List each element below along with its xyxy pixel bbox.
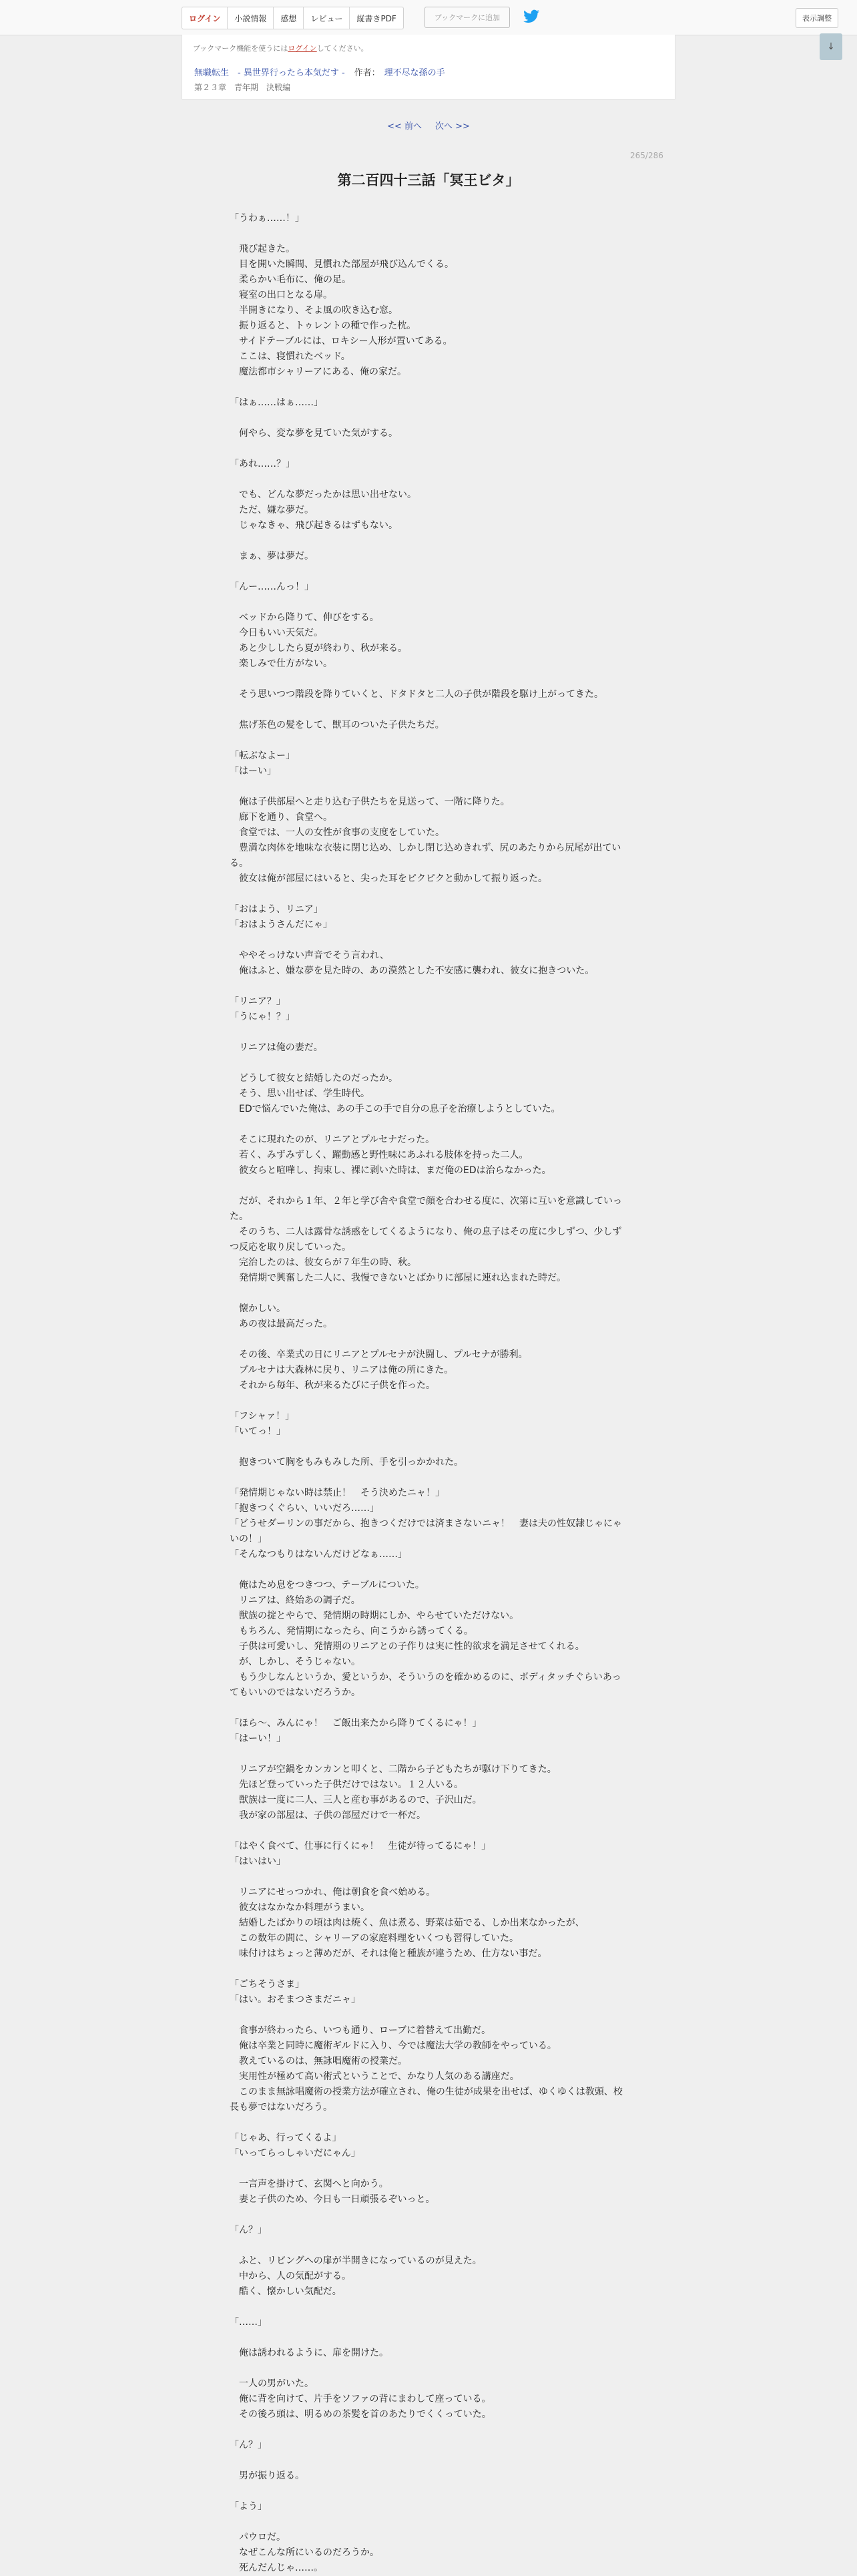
prev-page-link[interactable]: << 前へ xyxy=(387,122,422,132)
text-line: ただ、嫌な夢だ。 xyxy=(230,505,314,515)
nav-login[interactable]: ログイン xyxy=(182,7,228,29)
blank-line xyxy=(230,1056,627,1071)
blank-line xyxy=(230,2361,627,2376)
episode-title: 第二百四十三話「冥王ビタ」 xyxy=(337,172,520,188)
blank-line xyxy=(230,887,627,902)
text-line: 味付けはちょっと薄めだが、それは俺と種族が違うため、仕方ない事だ。 xyxy=(230,1948,547,1959)
text-line: 「ん？」 xyxy=(230,2225,267,2235)
text-line: 飛び起きた。 xyxy=(230,244,295,254)
blank-line xyxy=(230,1393,627,1409)
text-line: あの夜は最高だった。 xyxy=(230,1319,332,1329)
blank-line xyxy=(230,2330,627,2346)
text-line: 教えているのは、無詠唱魔術の授業だ。 xyxy=(230,2056,407,2067)
text-line: 楽しみで仕方がない。 xyxy=(230,658,332,669)
text-line: 実用性が極めて高い術式ということで、かなり人気のある講座だ。 xyxy=(230,2071,519,2082)
blank-line xyxy=(230,1701,627,1716)
blank-line xyxy=(230,1470,627,1486)
blank-line xyxy=(230,2207,627,2223)
text-line: 妻と子供のため、今日も一日頑張るぞいっと。 xyxy=(230,2194,435,2205)
blank-line xyxy=(230,933,627,948)
blank-line xyxy=(230,441,627,457)
text-line: だが、それから１年、２年と学び舎や食堂で顔を合わせる度に、次第に互いを意識していった。 xyxy=(230,1196,622,1222)
pager xyxy=(0,119,857,132)
blank-line xyxy=(230,2515,627,2530)
text-line: 振り返ると、トゥレントの種で作った枕。 xyxy=(230,320,416,331)
text-line: 「おはようさんだにゃ」 xyxy=(230,919,332,930)
nav-vertical-pdf[interactable]: 縦書きPDF xyxy=(356,13,396,23)
text-line: まぁ、夢は夢だ。 xyxy=(230,551,314,562)
blank-line xyxy=(230,1117,627,1132)
nav-impressions[interactable]: 感想 xyxy=(274,7,304,29)
blank-line xyxy=(230,380,627,395)
notice-suffix: してください。 xyxy=(316,44,368,53)
text-line: 「はぁ……はぁ……」 xyxy=(230,397,323,408)
text-line: 「発情期じゃない時は禁止！ そう決めたニャ！」 xyxy=(230,1488,445,1498)
blank-line xyxy=(230,1025,627,1040)
text-line: ふと、リビングへの扉が半開きになっているのが見えた。 xyxy=(230,2256,482,2266)
text-line: 「おはよう、リニア」 xyxy=(230,904,323,915)
text-line: ここは、寝慣れたベッド。 xyxy=(230,351,350,362)
text-line: 今日もいい天気だ。 xyxy=(230,628,323,638)
text-line: じゃなきゃ、飛び起きるはずもない。 xyxy=(230,520,398,531)
novel-header xyxy=(182,35,675,99)
text-line: 「はーい」 xyxy=(230,766,276,777)
blank-line xyxy=(230,1178,627,1194)
blank-line xyxy=(230,2161,627,2177)
text-line: ベッドから降りて、伸びをする。 xyxy=(230,612,379,623)
text-line: 結婚したばかりの頃は肉は焼く、魚は煮る、野菜は茹でる、しか出来なかったが、 xyxy=(230,1918,585,1928)
work-title-link[interactable]: 無職転生 - 異世界行ったら本気だす - xyxy=(194,68,345,78)
text-line: その後、卒業式の日にリニアとプルセナが決闘し、プルセナが勝利。 xyxy=(230,1349,528,1360)
work-info xyxy=(194,65,445,78)
text-line: でも、どんな夢だったかは思い出せない。 xyxy=(230,489,416,500)
text-line: そこに現れたのが、リニアとプルセナだった。 xyxy=(230,1134,435,1145)
blank-line xyxy=(230,702,627,718)
text-line: プルセナは大森林に戻り、リニアは俺の所にきた。 xyxy=(230,1365,454,1375)
text-line: 「いってらっしゃいだにゃん」 xyxy=(230,2148,360,2159)
page-count: 265/286 xyxy=(630,151,663,160)
text-line: 豊満な肉体を地味な衣装に閉じ込め、しかし閉じ込めきれず、尻のあたりから尻尾が出ている。 xyxy=(230,843,621,869)
text-line: 「抱きつくぐらい、いいだろ……」 xyxy=(230,1503,379,1514)
blank-line xyxy=(230,564,627,580)
text-line: 懐かしい。 xyxy=(230,1303,286,1314)
text-line: 「よう」 xyxy=(230,2501,267,2512)
text-line: 子供は可愛いし、発情期のリニアとの子作りは実に性的欲求を満足させてくれる。 xyxy=(230,1641,585,1652)
text-line: EDで悩んでいた俺は、あの手この手で自分の息子を治療しようとしていた。 xyxy=(230,1104,561,1114)
text-line: もちろん、発情期になったら、向こうから誘ってくる。 xyxy=(230,1626,473,1637)
text-line: 彼女は俺が部屋にはいると、尖った耳をピクピクと動かして振り返った。 xyxy=(230,873,547,884)
login-notice xyxy=(193,43,368,53)
blank-line xyxy=(230,1870,627,1885)
notice-login-link[interactable]: ログイン xyxy=(288,44,317,53)
text-line: 俺はため息をつきつつ、テーブルについた。 xyxy=(230,1580,424,1590)
text-line: 「はやく食べて、仕事に行くにゃ！ 生徒が待ってるにゃ！」 xyxy=(230,1841,491,1852)
text-line: そのうち、二人は露骨な誘惑をしてくるようになり、俺の息子はその度に少しずつ、少しずつ反応を取り戻していった。 xyxy=(230,1227,622,1253)
text-line: 俺は卒業と同時に魔術ギルドに入り、今では魔法大学の教師をやっている。 xyxy=(230,2041,557,2051)
text-line: 獣族は一度に二人、三人と産む事があるので、子沢山だ。 xyxy=(230,1795,482,1805)
text-line: 「んー……んっ！」 xyxy=(230,582,314,592)
blank-line xyxy=(230,2238,627,2253)
author-label: 作者： xyxy=(354,68,380,78)
text-line: 発情期で興奮した二人に、我慢できないとばかりに部屋に連れ込まれた時だ。 xyxy=(230,1273,566,1283)
text-line: 若く、みずみずしく、躍動感と野性味にあふれる肢体を持った二人。 xyxy=(230,1150,529,1160)
top-nav-bar xyxy=(0,0,857,35)
nav-menu xyxy=(182,7,404,29)
display-settings-button[interactable]: 表示調整 xyxy=(796,8,838,28)
next-page-link[interactable]: 次へ >> xyxy=(435,122,470,132)
text-line: リニアにせっつかれ、俺は朝食を食べ始める。 xyxy=(230,1887,436,1898)
text-line: 「あれ……？」 xyxy=(230,459,295,469)
blank-line xyxy=(230,1440,627,1455)
twitter-icon[interactable] xyxy=(522,8,541,25)
blank-line xyxy=(230,226,627,242)
text-line: 俺は誘われるように、扉を開けた。 xyxy=(230,2348,388,2358)
blank-line xyxy=(230,1562,627,1578)
nav-novel-info[interactable]: 小説情報 xyxy=(228,7,274,29)
text-line: 一人の男がいた。 xyxy=(230,2378,314,2389)
text-line: 俺に背を向けて、片手をソファの背にまわして座っている。 xyxy=(230,2394,491,2404)
text-line: 「……」 xyxy=(230,2317,267,2328)
text-line: 寝室の出口となる扉。 xyxy=(230,290,332,300)
blank-line xyxy=(230,595,627,610)
text-line: リニアが空鍋をカンカンと叩くと、二階から子どもたちが駆け下りてきた。 xyxy=(230,1764,557,1775)
text-line: 酷く、懐かしい気配だ。 xyxy=(230,2286,342,2297)
blank-line xyxy=(230,979,627,994)
scroll-down-button[interactable]: ↓ xyxy=(820,33,842,60)
text-line: そう思いつつ階段を降りていくと、ドタドタと二人の子供が階段を駆け上がってきた。 xyxy=(230,689,603,700)
text-line: 「じゃあ、行ってくるよ」 xyxy=(230,2133,342,2143)
text-line: 「リニア？」 xyxy=(230,996,286,1007)
text-line: 「いてっ！」 xyxy=(230,1426,286,1437)
text-line: 何やら、変な夢を見ていた気がする。 xyxy=(230,428,398,439)
text-line: 「ん？」 xyxy=(230,2440,267,2450)
blank-line xyxy=(230,733,627,748)
text-line: 彼女はなかなか料理がうまい。 xyxy=(230,1902,370,1913)
text-line: 柔らかい毛布に、俺の足。 xyxy=(230,274,351,285)
blank-line xyxy=(230,2422,627,2438)
blank-line xyxy=(230,672,627,687)
text-line: 獣族の掟とやらで、発情期の時期にしか、やらせていただけない。 xyxy=(230,1611,519,1621)
blank-line xyxy=(230,2484,627,2499)
blank-line xyxy=(230,2008,627,2023)
text-line: なぜこんな所にいるのだろうか。 xyxy=(230,2547,379,2558)
blank-line xyxy=(230,779,627,795)
text-line: 食事が終わったら、いつも通り、ローブに着替えて出勤だ。 xyxy=(230,2025,491,2036)
text-line: 「転ぶなよー」 xyxy=(230,750,295,761)
text-line: 半開きになり、そよ風の吹き込む窓。 xyxy=(230,305,398,316)
text-line: 一言声を掛けて、玄関へと向かう。 xyxy=(230,2179,388,2189)
text-line: が、しかし、そうじゃない。 xyxy=(230,1657,360,1667)
add-bookmark-button[interactable]: ブックマークに追加 xyxy=(424,7,510,28)
blank-line xyxy=(230,1962,627,1977)
text-line: 「うわぁ……！」 xyxy=(230,213,304,224)
author-link[interactable]: 理不尽な孫の手 xyxy=(384,68,445,78)
text-line: 先ほど登っていった子供だけではない。１２人いる。 xyxy=(230,1779,463,1790)
nav-review[interactable]: レビュー xyxy=(304,7,350,29)
blank-line xyxy=(230,1332,627,1347)
text-line: 彼女らと喧嘩し、拘束し、裸に剥いた時は、まだ俺のEDは治らなかった。 xyxy=(230,1165,551,1176)
text-line: 「ごちそうさま」 xyxy=(230,1979,304,1990)
text-line: 「どうせダーリンの事だから、抱きつくだけでは済まさないニャ！ 妻は夫の性奴隷じゃにゃいの！」 xyxy=(230,1518,622,1544)
blank-line xyxy=(230,2115,627,2131)
text-line: 「ほら～、みんにゃ！ ご飯出来たから降りてくるにゃ！」 xyxy=(230,1718,482,1729)
text-line: どうして彼女と結婚したのだったか。 xyxy=(230,1073,398,1084)
text-line: 完治したのは、彼女らが７年生の時、秋。 xyxy=(230,1257,416,1268)
text-line: もう少しなんというか、愛というか、そういうのを確かめるのに、ボディタッチぐらいあってもいいのではないだろうか。 xyxy=(230,1672,621,1698)
blank-line xyxy=(230,2453,627,2468)
text-line: サイドテーブルには、ロキシー人形が置いてある。 xyxy=(230,336,453,347)
text-line: このまま無詠唱魔術の授業方法が確立され、俺の生徒が成果を出せば、ゆくゆくは教頭、校長も夢ではないだろう。 xyxy=(230,2087,623,2113)
text-line: 目を開いた瞬間、見慣れた部屋が飛び込んでくる。 xyxy=(230,259,454,270)
text-line: 俺は子供部屋へと走り込む子供たちを見送って、一階に降りた。 xyxy=(230,797,510,807)
text-line: 廊下を通り、食堂へ。 xyxy=(230,812,332,823)
text-line: パウロだ。 xyxy=(230,2532,286,2543)
text-line: リニアは俺の妻だ。 xyxy=(230,1042,323,1053)
text-line: 我が家の部屋は、子供の部屋だけで一杯だ。 xyxy=(230,1810,426,1821)
blank-line xyxy=(230,2300,627,2315)
novel-body xyxy=(230,211,627,2576)
text-line: 「はい。おそまつさまだニャ」 xyxy=(230,1994,360,2005)
text-line: 俺はふと、嫌な夢を見た時の、あの漠然とした不安感に襲われ、彼女に抱きついた。 xyxy=(230,965,595,976)
text-line: 死んだんじゃ……。 xyxy=(230,2563,323,2573)
text-line: それから毎年、秋が来るたびに子供を作った。 xyxy=(230,1380,435,1391)
text-line: ややそっけない声音でそう言われ、 xyxy=(230,950,389,961)
text-line: 「うにゃ！？」 xyxy=(230,1012,295,1022)
notice-prefix: ブックマーク機能を使うには xyxy=(193,44,288,53)
text-line: この数年の間に、シャリーアの家庭料理をいくつも習得していた。 xyxy=(230,1933,519,1944)
text-line: 焦げ茶色の髪をして、獣耳のついた子供たちだ。 xyxy=(230,720,445,730)
blank-line xyxy=(230,1747,627,1762)
text-line: その後ろ頭は、明るめの茶髪を首のあたりでくくっていた。 xyxy=(230,2409,491,2420)
text-line: リニアは、終始あの調子だ。 xyxy=(230,1595,360,1606)
text-line: あと少ししたら夏が終わり、秋が来る。 xyxy=(230,643,407,654)
blank-line xyxy=(230,411,627,426)
text-line: 魔法都市シャリーアにある、俺の家だ。 xyxy=(230,367,407,377)
text-line: 「フシャァ！」 xyxy=(230,1411,295,1422)
blank-line xyxy=(230,1823,627,1839)
blank-line xyxy=(230,1286,627,1301)
text-line: 「はいはい」 xyxy=(230,1856,286,1867)
text-line: 「はーい！」 xyxy=(230,1733,286,1744)
text-line: 「そんなつもりはないんだけどなぁ……」 xyxy=(230,1549,407,1560)
text-line: 抱きついて胸をもみもみした所、手を引っかかれた。 xyxy=(230,1457,463,1468)
blank-line xyxy=(230,533,627,549)
chapter-title: 第２３章 青年期 決戦編 xyxy=(194,83,291,92)
text-line: 男が振り返る。 xyxy=(230,2471,304,2481)
text-line: そう、思い出せば、学生時代。 xyxy=(230,1088,370,1099)
text-line: 食堂では、一人の女性が食事の支度をしていた。 xyxy=(230,827,445,838)
blank-line xyxy=(230,472,627,487)
text-line: 中から、人の気配がする。 xyxy=(230,2271,351,2282)
